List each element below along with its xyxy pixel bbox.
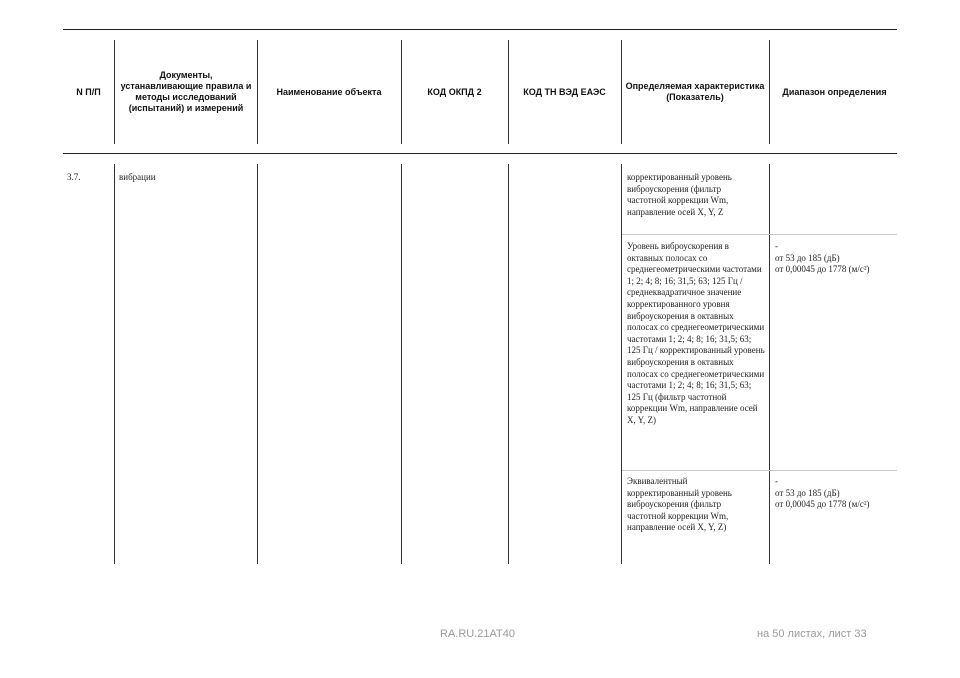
header-divider (257, 40, 258, 144)
footer-sheet-info: на 50 листах, лист 33 (757, 628, 867, 640)
row-number: 3.7. (67, 172, 81, 182)
header-divider (401, 40, 402, 144)
subrow-divider (622, 470, 897, 471)
header-divider (769, 40, 770, 144)
subrow-divider (622, 234, 897, 235)
range-3-ms: от 0,00045 до 1778 (м/с²) (775, 499, 870, 510)
header-tnved-code: КОД ТН ВЭД ЕАЭС (523, 86, 606, 97)
characteristic-1: корректированный уровень виброускорения (фильтр частотной коррекции Wm, направление осей X, Y, Z (627, 172, 732, 217)
body-divider (257, 164, 258, 564)
range-2 (775, 241, 895, 276)
header-object-name: Наименование объекта (276, 86, 382, 97)
header-divider (621, 40, 622, 144)
characteristic-2: Уровень виброускорения в октавных полосах со среднегеометрическими частотами 1; 2; 4; 8; 16; 31,5; 63; 125 Гц / среднеквадратичное значение корректированного уровня виброускорения в октавных полосах со среднегеометрическими частотами 1; 2; 4; 8; 16; 31,5; 63; 125 Гц / корректированный уровень виброускорения в октавных полосах со среднегеометрическими частотами 1; 2; 4; 8; 16; 31,5; 63; 125 Гц (фильтр частотной коррекции Wm, направление осей X, Y, Z) (627, 241, 765, 425)
header-okpd2-code: КОД ОКПД 2 (427, 86, 482, 97)
row-document: вибрации (119, 172, 156, 182)
range-3-dash: - (775, 476, 778, 486)
range-3-db: от 53 до 185 (дБ) (775, 487, 840, 498)
table-top-border (63, 29, 897, 30)
header-divider (114, 40, 115, 144)
range-2-db: от 53 до 185 (дБ) (775, 252, 840, 263)
body-divider (114, 164, 115, 564)
header-bottom-border (63, 153, 897, 154)
body-divider (401, 164, 402, 564)
characteristic-3: Эквивалентный корректированный уровень виброускорения (фильтр частотной коррекции Wm, направление осей X, Y, Z) (627, 476, 732, 533)
header-row-number: N П/П (76, 86, 101, 97)
footer-doc-code: RA.RU.21AT40 (440, 628, 515, 640)
body-divider (621, 164, 622, 564)
header-range: Диапазон определения (782, 86, 887, 97)
range-2-dash: - (775, 241, 778, 251)
range-2-ms: от 0,00045 до 1778 (м/с²) (775, 264, 870, 275)
header-divider (508, 40, 509, 144)
header-documents: Документы, устанавливающие правила и методы исследований (испытаний) и измерений (120, 70, 252, 113)
body-divider (508, 164, 509, 564)
range-3 (775, 476, 895, 511)
body-divider (769, 164, 770, 564)
header-characteristic: Определяемая характеристика (Показатель) (625, 81, 765, 102)
